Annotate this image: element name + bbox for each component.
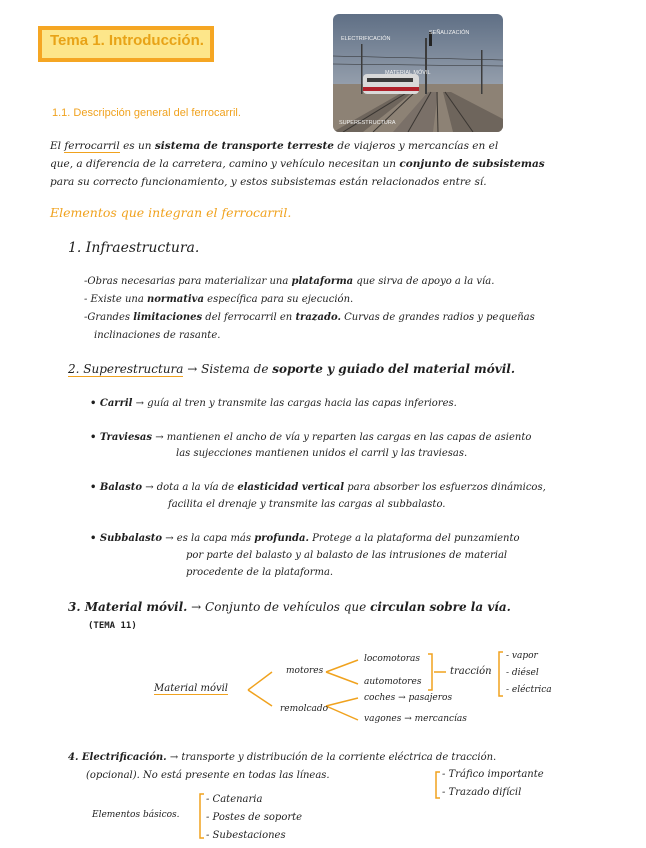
infra-text: - Existe una	[84, 294, 144, 305]
traviesas-text: → mantienen el ancho de vía y reparten las cargas en las capas de asiento	[155, 432, 532, 443]
traviesas-line-2: las sujecciones mantienen unidos el carril y las traviesas.	[176, 448, 468, 459]
infra-bullet-3-cont: inclinaciones de rasante.	[94, 330, 221, 341]
tree-vapor: - vapor	[506, 651, 538, 661]
tree-coches: coches → pasajeros	[364, 693, 453, 703]
intro-text: es un	[123, 140, 152, 152]
infra-text: que sirva de apoyo a la vía.	[356, 276, 495, 287]
infra-text: Curvas de grandes radios y pequeñas	[344, 312, 535, 323]
tree-traccion: tracción	[450, 666, 492, 677]
super-heading-keyword: soporte y guiado del material móvil.	[272, 362, 516, 376]
electri-heading-term: 4. Electrificación.	[68, 752, 167, 763]
tree-vagones: vagones → mercancías	[364, 714, 467, 724]
label-rolling-stock: MATERIAL MÓVIL	[385, 70, 431, 76]
electri-postes: - Postes de soporte	[206, 812, 303, 823]
tree-locomotoras: locomotoras	[364, 654, 421, 664]
infra-heading: 1. Infraestructura.	[68, 240, 200, 256]
tree-root: Material móvil	[154, 683, 229, 694]
subbalasto-term: • Subbalasto	[90, 533, 163, 544]
elements-heading: Elementos que integran el ferrocarril.	[50, 205, 292, 220]
balasto-keyword: elasticidad vertical	[237, 482, 345, 493]
carril-text: → guía al tren y transmite las cargas hacia las capas inferiores.	[135, 398, 457, 409]
intro-keyword: sistema de transporte terreste	[154, 140, 334, 152]
infra-text: específica para su ejecución.	[207, 294, 354, 305]
balasto-line-2: facilita el drenaje y transmite las cargas al subbalasto.	[168, 499, 446, 510]
carril-term: • Carril	[90, 398, 133, 409]
subbalasto-line-2: por parte del balasto y al balasto de las intrusiones de material	[186, 550, 508, 561]
electri-catenaria: - Catenaria	[206, 794, 263, 805]
electri-trafico: - Tráfico importante	[442, 769, 544, 780]
tree-remolcado: remolcado	[280, 704, 329, 714]
tree-electrica: - eléctrica	[506, 685, 552, 695]
intro-keyword: conjunto de subsistemas	[399, 158, 545, 170]
electri-heading	[68, 752, 496, 763]
subbalasto-line-3: procedente de la plataforma.	[186, 567, 334, 578]
infra-text: -Grandes	[84, 312, 131, 323]
super-heading-text: → Sistema de	[187, 362, 269, 376]
label-signal: SEÑALIZACIÓN	[429, 30, 470, 36]
subsection-title: 1.1. Descripción general del ferrocarril.	[52, 107, 241, 119]
label-superstructure: SUPERESTRUCTURA	[339, 120, 396, 126]
electri-heading-text: → transporte y distribución de la corriente eléctrica de tracción.	[169, 752, 497, 763]
material-heading-term: 3. Material móvil.	[68, 600, 188, 614]
infra-keyword: trazado.	[295, 312, 341, 323]
intro-keyword: ferrocarril	[64, 140, 120, 152]
balasto-term: • Balasto	[90, 482, 143, 493]
page-title: Tema 1. Introducción.	[50, 32, 204, 49]
intro-line-3: para su correcto funcionamiento, y estos subsistemas están relacionados entre sí.	[50, 176, 487, 188]
tree-diesel: - diésel	[506, 668, 539, 678]
electri-trazado: - Trazado difícil	[442, 787, 522, 798]
infra-keyword: plataforma	[291, 276, 354, 287]
material-heading-keyword: circulan sobre la vía.	[370, 600, 511, 614]
intro-text: que, a diferencia de la carretera, camino y vehículo necesitan un	[50, 158, 396, 170]
super-heading-term: 2. Superestructura	[68, 362, 184, 376]
tree-automotores: automotores	[364, 677, 422, 687]
infra-text: -Obras necesarias para materializar una	[84, 276, 289, 287]
subbalasto-text: → es la capa más	[165, 533, 252, 544]
tema-reference: (TEMA 11)	[88, 621, 137, 631]
intro-text: El	[50, 140, 62, 152]
subbalasto-text: Protege a la plataforma del punzamiento	[312, 533, 520, 544]
infra-keyword: normativa	[146, 294, 204, 305]
balasto-text: → dota a la vía de	[145, 482, 235, 493]
material-heading-text: → Conjunto de vehículos que	[191, 600, 367, 614]
intro-text: de viajeros y mercancías en el	[337, 140, 499, 152]
balasto-text: para absorber los esfuerzos dinámicos,	[347, 482, 546, 493]
electri-subestaciones: - Subestaciones	[206, 830, 286, 841]
tree-motores: motores	[286, 666, 324, 676]
electri-line-2: (opcional). No está presente en todas las líneas.	[86, 770, 330, 781]
infra-text: del ferrocarril en	[205, 312, 293, 323]
traviesas-term: • Traviesas	[90, 432, 153, 443]
electri-basicos: Elementos básicos.	[92, 810, 180, 820]
label-electrification: ELECTRIFICACIÓN	[341, 36, 391, 42]
infra-keyword: limitaciones	[133, 312, 203, 323]
subbalasto-keyword: profunda.	[254, 533, 309, 544]
